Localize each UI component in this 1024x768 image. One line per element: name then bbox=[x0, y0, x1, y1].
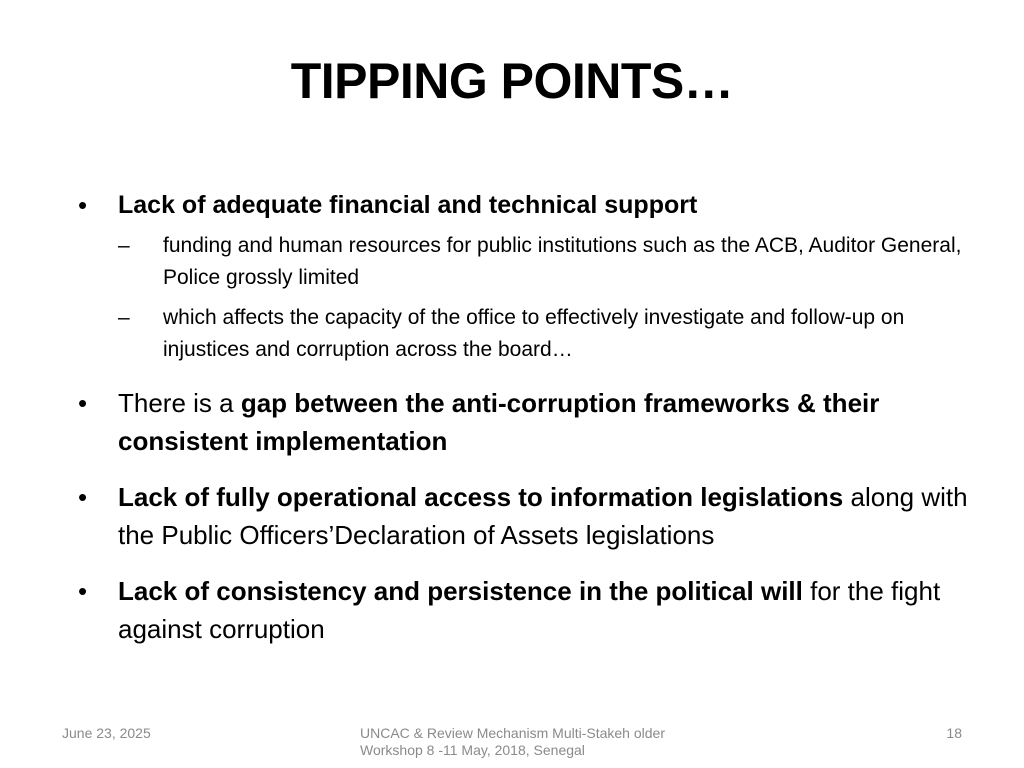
dash-icon: – bbox=[118, 234, 130, 257]
bullet-2-bold-text: gap between the anti-corruption frameworks & their consistent implementation bbox=[118, 388, 880, 456]
bullet-4-bold-text: Lack of consistency and persistence in the political will bbox=[118, 576, 803, 606]
sub-bullet-list bbox=[118, 230, 968, 366]
bullet-3-bold-text: Lack of fully operational access to information legislations bbox=[118, 482, 844, 512]
bullet-3-plain-text: along with the Public Officers’Declaration of Assets legislations bbox=[118, 482, 968, 550]
bullet-item-2 bbox=[78, 384, 968, 460]
bullet-icon: • bbox=[78, 190, 88, 220]
sub-bullet-item-1 bbox=[118, 230, 968, 294]
bullet-icon: • bbox=[78, 482, 88, 512]
sub-bullet-1-text: funding and human resources for public institutions such as the ACB, Auditor General, Police grossly limited bbox=[163, 234, 962, 289]
bullet-icon: • bbox=[78, 576, 88, 606]
bullet-2-plain-text: There is a bbox=[118, 388, 241, 418]
bullet-4-plain-text: for the fight against corruption bbox=[118, 576, 941, 644]
footer-date: June 23, 2025 bbox=[62, 725, 151, 741]
sub-bullet-2-text: which affects the capacity of the office to effectively investigate and follow-up on injustices and corruption across the board… bbox=[163, 306, 905, 361]
bullet-item-3 bbox=[78, 478, 968, 554]
bullet-1-bold-text: Lack of adequate financial and technical support bbox=[118, 191, 698, 219]
bullet-list bbox=[78, 186, 968, 648]
bullet-item-1 bbox=[78, 186, 968, 366]
footer-center-text: UNCAC & Review Mechanism Multi-Stakeh older Workshop 8 -11 May, 2018, Senegal bbox=[360, 725, 665, 758]
slide-title: TIPPING POINTS… bbox=[290, 53, 734, 109]
bullet-icon: • bbox=[78, 388, 88, 418]
dash-icon: – bbox=[118, 306, 130, 329]
footer-page-number: 18 bbox=[946, 725, 962, 741]
bullet-item-4 bbox=[78, 572, 968, 648]
sub-bullet-item-2 bbox=[118, 302, 968, 366]
